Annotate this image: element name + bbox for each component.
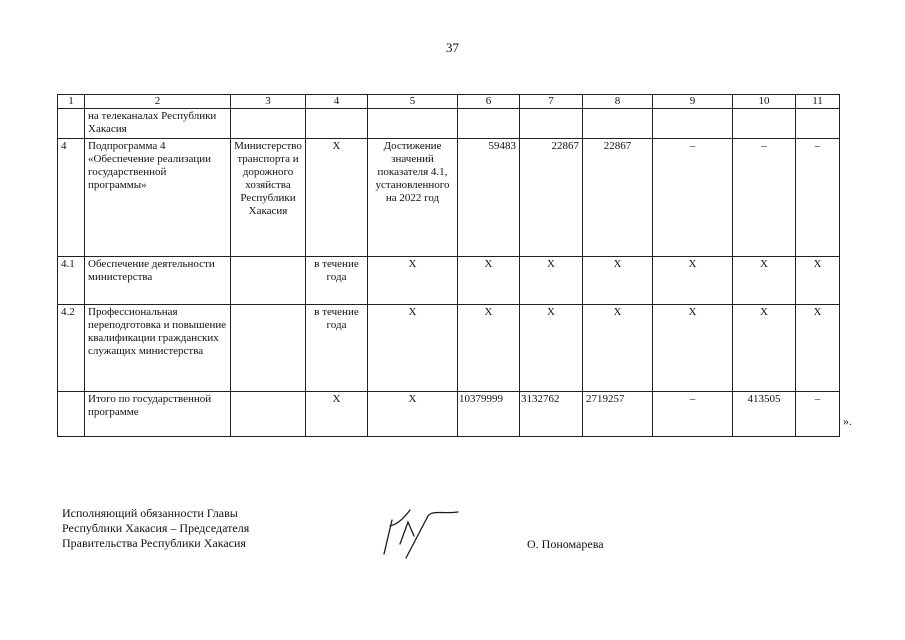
col-header-8: 8 (583, 95, 653, 109)
cell-result: Достижение значений показателя 4.1, установленного на 2022 год (368, 139, 458, 257)
table-row-total (58, 392, 840, 437)
cell-executor: Министерство транспорта и дорожного хозяйства Республики Хакасия (231, 139, 306, 257)
program-table (57, 94, 840, 437)
cell-value-8: Х (583, 305, 653, 392)
cell-value-10: Х (733, 257, 796, 305)
col-header-1: 1 (58, 95, 85, 109)
cell-deadline: Х (306, 139, 368, 257)
cell-deadline: Х (306, 392, 368, 437)
signer-position (62, 506, 249, 551)
cell-executor (231, 257, 306, 305)
cell-name: на телеканалах Республики Хакасия (85, 109, 231, 139)
cell-executor (231, 305, 306, 392)
cell-value-8 (583, 109, 653, 139)
page-number: 37 (446, 40, 459, 55)
cell-value-8: 2719257 (583, 392, 653, 437)
cell-executor (231, 392, 306, 437)
cell-value-7: 3132762 (520, 392, 583, 437)
table-header-row (58, 95, 840, 109)
cell-name: Обеспечение деятельности министерства (85, 257, 231, 305)
cell-value-10: 413505 (733, 392, 796, 437)
cell-value-6 (458, 109, 520, 139)
cell-value-11 (796, 109, 840, 139)
cell-value-9: – (653, 139, 733, 257)
cell-value-6: 59483 (458, 139, 520, 257)
col-header-7: 7 (520, 95, 583, 109)
cell-value-9 (653, 109, 733, 139)
cell-name: Подпрограмма 4 «Обеспечение реализации государственной программы» (85, 139, 231, 257)
cell-result: Х (368, 305, 458, 392)
cell-value-7: Х (520, 305, 583, 392)
cell-value-7: Х (520, 257, 583, 305)
cell-number: 4 (58, 139, 85, 257)
cell-value-10 (733, 109, 796, 139)
table-row-continuation (58, 109, 840, 139)
cell-value-7 (520, 109, 583, 139)
cell-deadline (306, 109, 368, 139)
table-row-4-2 (58, 305, 840, 392)
col-header-11: 11 (796, 95, 840, 109)
cell-value-11: – (796, 392, 840, 437)
cell-value-8: 22867 (583, 139, 653, 257)
cell-result: Х (368, 257, 458, 305)
col-header-9: 9 (653, 95, 733, 109)
col-header-6: 6 (458, 95, 520, 109)
cell-value-8: Х (583, 257, 653, 305)
cell-number: 4.2 (58, 305, 85, 392)
cell-name: Профессиональная переподготовка и повышение квалификации гражданских служащих министерства (85, 305, 231, 392)
cell-result (368, 109, 458, 139)
cell-value-9: – (653, 392, 733, 437)
cell-result: Х (368, 392, 458, 437)
cell-name: Итого по государственной программе (85, 392, 231, 437)
cell-value-11: – (796, 139, 840, 257)
signer-name: О. Пономарева (527, 537, 604, 551)
cell-deadline: в течение года (306, 257, 368, 305)
col-header-10: 10 (733, 95, 796, 109)
cell-deadline: в течение года (306, 305, 368, 392)
col-header-4: 4 (306, 95, 368, 109)
cell-value-6: Х (458, 257, 520, 305)
handwritten-signature (370, 500, 470, 562)
signer-line-3: Правительства Республики Хакасия (62, 536, 246, 550)
col-header-2: 2 (85, 95, 231, 109)
cell-value-9: Х (653, 305, 733, 392)
signer-line-2: Республики Хакасия – Председателя (62, 521, 250, 535)
cell-value-11: Х (796, 257, 840, 305)
table-row-4-1 (58, 257, 840, 305)
closing-quote: ». (843, 414, 852, 428)
cell-value-10: Х (733, 305, 796, 392)
cell-value-10: – (733, 139, 796, 257)
table-row-4 (58, 139, 840, 257)
signer-line-1: Исполняющий обязанности Главы (62, 506, 238, 520)
cell-value-6: Х (458, 305, 520, 392)
cell-value-7: 22867 (520, 139, 583, 257)
cell-number: 4.1 (58, 257, 85, 305)
cell-number (58, 392, 85, 437)
col-header-5: 5 (368, 95, 458, 109)
col-header-3: 3 (231, 95, 306, 109)
cell-executor (231, 109, 306, 139)
cell-value-6: 10379999 (458, 392, 520, 437)
cell-value-9: Х (653, 257, 733, 305)
cell-value-11: Х (796, 305, 840, 392)
cell-number (58, 109, 85, 139)
